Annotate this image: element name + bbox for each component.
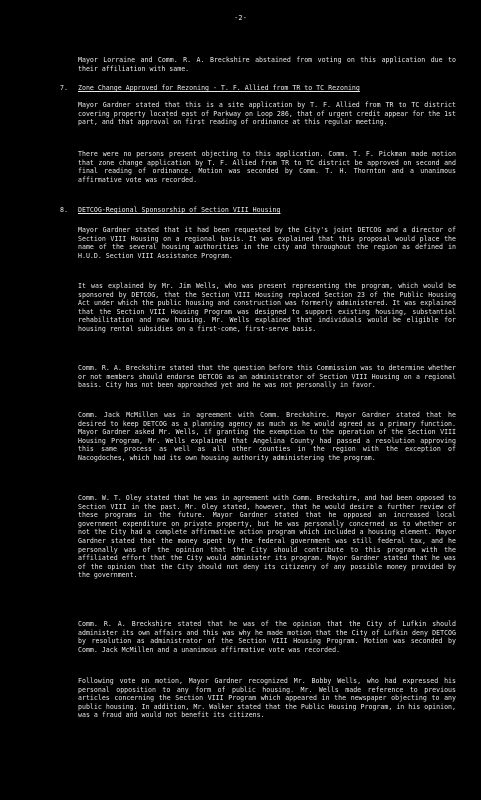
paragraph-zone-intro: Mayor Gardner stated that this is a site application by T. F. Allied from TR to TC district covering property located east of Parkway on Loop 286, that of urgent credit appear for the 1st part, and that approval on first reading of ordinance at this regular meeting. [78,101,456,127]
page-number: -2- [234,14,247,22]
item-title: DETCOG-Regional Sponsorship of Section VIII Housing [78,206,281,214]
paragraph-zone-motion: There were no persons present objecting to this application. Comm. T. F. Pickman made motion that zone change application by T. F. Allied from TR to TC district be approved on second and final reading of ordinance. Motion was seconded by Comm. T. H. Thornton and a unanimous affirmative vote was recorded. [78,150,456,184]
paragraph-mcmillen-agreement: Comm. Jack McMillen was in agreement with Comm. Breckshire. Mayor Gardner stated that he desired to keep DETCOG as a planning agency as much as he would agreed as a primary function. Mayor Gardner asked Mr. Wells, if granting the exemption to the operation of the Section VIII Housing Program, Mr. Wells explained that Angelina County had passed a resolution approving this same process as well as all other counties in the region with the exception of Nacogdoches, which had its own housing authority administering the program. [78,411,456,462]
paragraph-wells-explanation: It was explained by Mr. Jim Wells, who was present representing the program, which would be sponsored by DETCOG, that the Section VIII Housing replaced Section 23 of the Public Housing Act under which the public housing and construction was formerly administered. It was explained that the Section VIII Housing Program was designed to support existing housing, substantial rehabilitation and new housing. Mr. Wells explained that individuals would be eligible for housing rental subsidies on a first-come, first-serve basis. [78,282,456,333]
paragraph-breckshire-statement: Comm. R. A. Breckshire stated that the question before this Commission was to determine whether or not members should endorse DETCOG as an administrator of Section VIII Housing on a regional basis. City has not been approached yet and he was not personally in favor. [78,364,456,390]
paragraph-detcog-request: Mayor Gardner stated that it had been requested by the City's joint DETCOG and a director of Section VIII Housing on a regional basis. It was explained that this proposal would place the name of the several housing authorities in the city and throughout the region as defined in H.U.D. Section VIII Assistance Program. [78,226,456,260]
page-footer [0,790,481,798]
item-title: Zone Change Approved for Rezoning - T. F. Allied from TR to TC Rezoning [78,84,360,92]
item-number: 8. [60,206,68,214]
paragraph-oley-gardner: Comm. W. T. Oley stated that he was in agreement with Comm. Breckshire, and had been opposed to Section VIII in the past. Mr. Oley stated, however, that he would desire a further review of these programs in the future. Mayor Gardner stated that he opposed an increased local government expenditure on private property, but he was personally concerned as to whether or not the City had a complete affirmative action program which included a housing element. Mayor Gardner stated that the money spent by the federal government was still federal tax, and he personally was of the opinion that the City should contribute to this program with the affiliated effort that the City would administer its program. Mayor Gardner stated that he was of the opinion that the City should not deny its citizenry of any possible money provided by the government. [78,494,456,580]
paragraph-abstention: Mayor Lorraine and Comm. R. A. Breckshire abstained from voting on this application due to their affiliation with same. [78,56,456,73]
paragraph-public-comment: Following vote on motion, Mayor Gardner recognized Mr. Bobby Wells, who had expressed his personal opposition to any form of public housing. Mr. Wells made reference to previous articles concerning the Section VIII Program which appeared in the newspaper objecting to any public housing. In addition, Mr. Walker stated that the Public Housing Program, in his opinion, was a fraud and would not benefit its citizens. [78,677,456,720]
item-number: 7. [60,84,68,92]
paragraph-motion-deny: Comm. R. A. Breckshire stated that he was of the opinion that the City of Lufkin should administer its own affairs and this was why he made motion that the City of Lufkin deny DETCOG by resolution as administrator of the Section VIII Housing Program. Motion was seconded by Comm. Jack McMillen and a unanimous affirmative vote was recorded. [78,620,456,654]
